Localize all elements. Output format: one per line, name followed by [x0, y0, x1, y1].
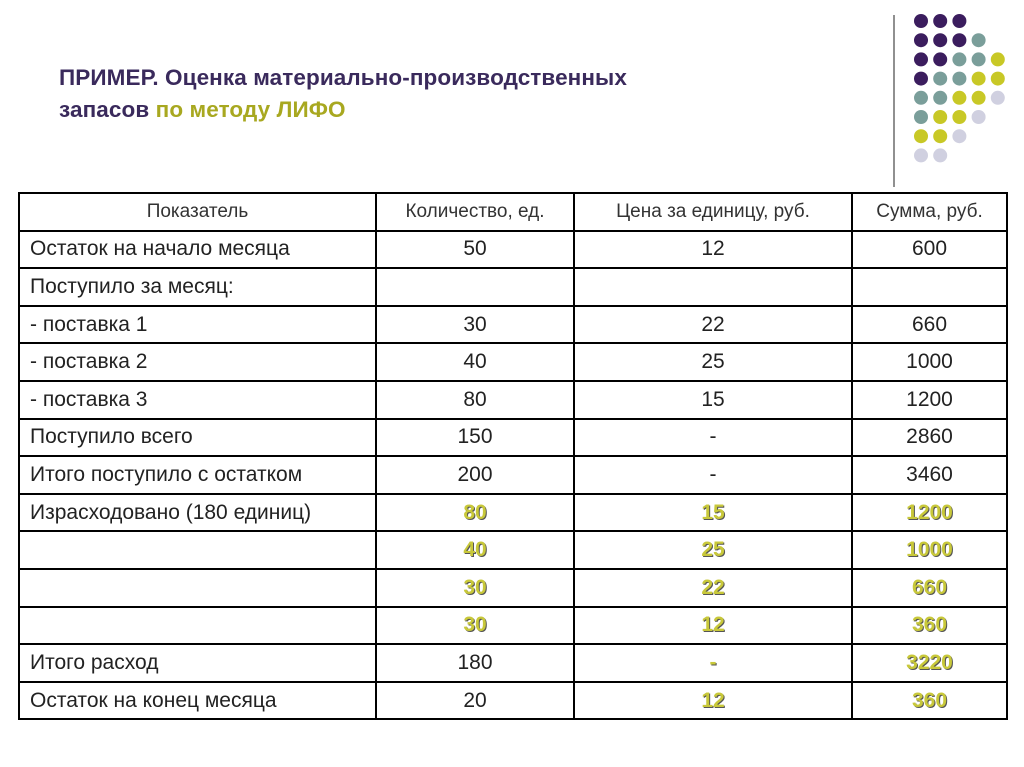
decorative-dot — [972, 52, 986, 66]
header-quantity: Количество, ед. — [376, 193, 574, 231]
sum-cell: 1200 — [852, 494, 1007, 532]
quantity-cell: 40 — [376, 531, 574, 569]
quantity-cell: 180 — [376, 644, 574, 682]
title-part-second: запасов — [59, 97, 156, 122]
decorative-dot — [914, 52, 928, 66]
quantity-cell — [376, 268, 574, 306]
table-row — [19, 231, 1007, 269]
table-row — [19, 456, 1007, 494]
table-row — [19, 682, 1007, 720]
decorative-dot — [914, 33, 928, 47]
decorative-dot — [914, 129, 928, 143]
decorative-dot — [972, 110, 986, 124]
decorative-dot — [991, 72, 1005, 86]
indicator-cell: Итого поступило с остатком — [19, 456, 376, 494]
decorative-dot — [933, 14, 947, 28]
header-indicator: Показатель — [19, 193, 376, 231]
decorative-dot — [933, 148, 947, 162]
title-part-highlight: по методу ЛИФО — [155, 97, 346, 122]
sum-cell: 600 — [852, 231, 1007, 269]
indicator-cell: Остаток на конец месяца — [19, 682, 376, 720]
sum-cell: 1200 — [852, 381, 1007, 419]
quantity-cell: 50 — [376, 231, 574, 269]
table-row — [19, 343, 1007, 381]
sum-cell: 2860 — [852, 419, 1007, 457]
sum-cell — [852, 268, 1007, 306]
decorative-dot — [952, 91, 966, 105]
indicator-cell: - поставка 3 — [19, 381, 376, 419]
decorative-dot — [933, 72, 947, 86]
table-row — [19, 569, 1007, 607]
decorative-dot — [914, 110, 928, 124]
sum-cell: 1000 — [852, 343, 1007, 381]
decorative-dot — [952, 110, 966, 124]
indicator-cell: Поступило за месяц: — [19, 268, 376, 306]
unit-price-cell: 15 — [574, 381, 852, 419]
unit-price-cell: 25 — [574, 343, 852, 381]
decorative-dot — [933, 91, 947, 105]
quantity-cell: 30 — [376, 607, 574, 645]
header-sum: Сумма, руб. — [852, 193, 1007, 231]
table-row — [19, 494, 1007, 532]
indicator-cell — [19, 569, 376, 607]
decorative-dot — [914, 148, 928, 162]
unit-price-cell: 12 — [574, 607, 852, 645]
sum-cell: 660 — [852, 306, 1007, 344]
decorative-dot — [991, 52, 1005, 66]
sum-cell: 360 — [852, 607, 1007, 645]
decorative-dot — [952, 33, 966, 47]
unit-price-cell: 25 — [574, 531, 852, 569]
unit-price-cell: 12 — [574, 682, 852, 720]
decorative-dot — [914, 72, 928, 86]
header-unit-price: Цена за единицу, руб. — [574, 193, 852, 231]
decorative-dot — [933, 110, 947, 124]
indicator-cell: Остаток на начало месяца — [19, 231, 376, 269]
table-row — [19, 268, 1007, 306]
sum-cell: 3460 — [852, 456, 1007, 494]
decorative-dot — [952, 14, 966, 28]
quantity-cell: 40 — [376, 343, 574, 381]
table-header-row — [19, 193, 1007, 231]
quantity-cell: 150 — [376, 419, 574, 457]
decorative-dot — [991, 91, 1005, 105]
unit-price-cell: - — [574, 456, 852, 494]
unit-price-cell: 22 — [574, 569, 852, 607]
decorative-vertical-line — [893, 15, 895, 187]
decorative-dot — [914, 91, 928, 105]
table-row — [19, 531, 1007, 569]
quantity-cell: 30 — [376, 569, 574, 607]
unit-price-cell: - — [574, 419, 852, 457]
decorative-dot — [952, 72, 966, 86]
table-row — [19, 381, 1007, 419]
quantity-cell: 30 — [376, 306, 574, 344]
table-row — [19, 644, 1007, 682]
title-part-main: ПРИМЕР. Оценка материально-производственных — [59, 65, 627, 90]
quantity-cell: 200 — [376, 456, 574, 494]
indicator-cell: - поставка 2 — [19, 343, 376, 381]
decorative-dot-pattern — [0, 0, 1024, 190]
table-row — [19, 419, 1007, 457]
quantity-cell: 80 — [376, 381, 574, 419]
unit-price-cell: 12 — [574, 231, 852, 269]
decorative-dot — [972, 91, 986, 105]
unit-price-cell: - — [574, 644, 852, 682]
decorative-dot — [952, 129, 966, 143]
decorative-dot — [933, 33, 947, 47]
table-body — [19, 193, 1007, 719]
indicator-cell: Итого расход — [19, 644, 376, 682]
lifo-table — [18, 192, 1008, 720]
sum-cell: 1000 — [852, 531, 1007, 569]
table-row — [19, 607, 1007, 645]
indicator-cell: Израсходовано (180 единиц) — [19, 494, 376, 532]
decorative-dot — [933, 52, 947, 66]
unit-price-cell: 22 — [574, 306, 852, 344]
decorative-dot — [952, 52, 966, 66]
quantity-cell: 20 — [376, 682, 574, 720]
sum-cell: 360 — [852, 682, 1007, 720]
indicator-cell — [19, 531, 376, 569]
decorative-dot — [933, 129, 947, 143]
decorative-dot — [914, 14, 928, 28]
table-row — [19, 306, 1007, 344]
indicator-cell: - поставка 1 — [19, 306, 376, 344]
sum-cell: 3220 — [852, 644, 1007, 682]
indicator-cell — [19, 607, 376, 645]
sum-cell: 660 — [852, 569, 1007, 607]
quantity-cell: 80 — [376, 494, 574, 532]
indicator-cell: Поступило всего — [19, 419, 376, 457]
decorative-dot — [972, 33, 986, 47]
unit-price-cell — [574, 268, 852, 306]
unit-price-cell: 15 — [574, 494, 852, 532]
decorative-dot — [972, 72, 986, 86]
